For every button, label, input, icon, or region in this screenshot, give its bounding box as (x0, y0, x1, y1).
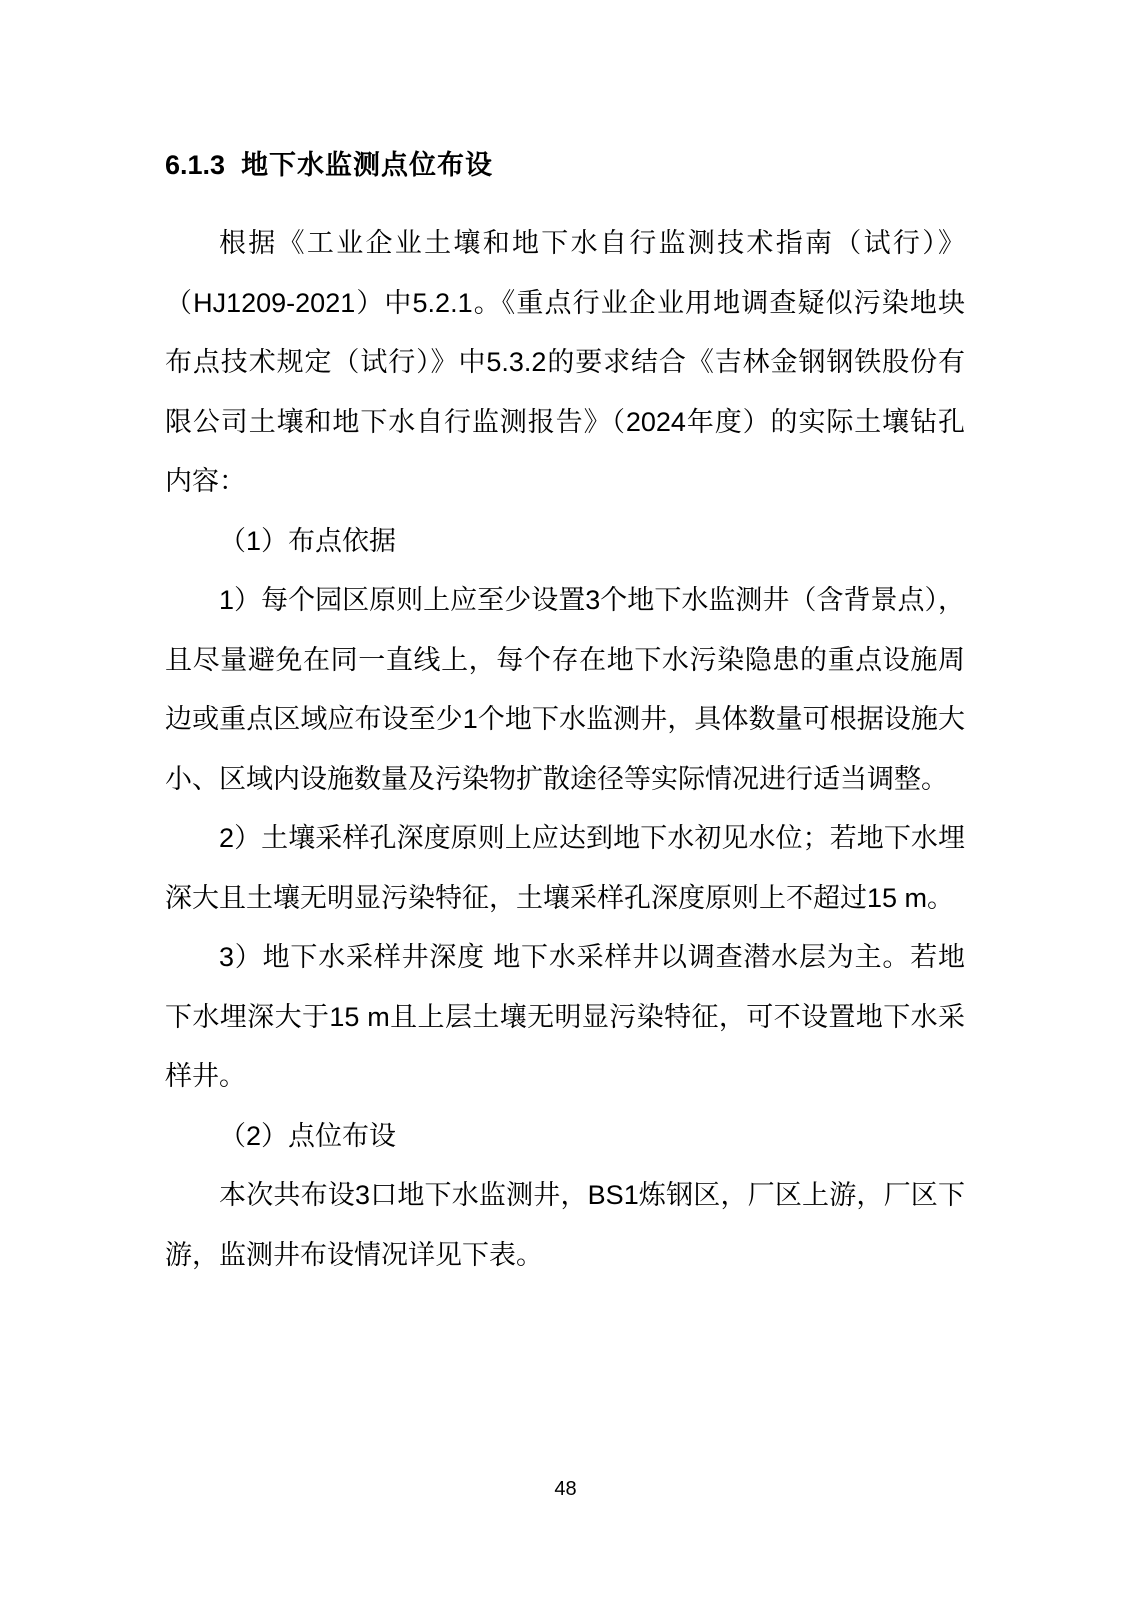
paragraph-layout-summary: 本次共布设3口地下水监测井，BS1炼钢区，厂区上游，厂区下游，监测井布设情况详见下表。 (165, 1180, 965, 1270)
paragraph-rule-1: 1）每个园区原则上应至少设置3个地下水监测井（含背景点），且尽量避免在同一直线上，每个存在地下水污染隐患的重点设施周边或重点区域应布设至少1个地下水监测井，具体数量可根据设施大小、区域内设施数量及污染物扩散途径等实际情况进行适当调整。 (165, 585, 965, 794)
section-heading (165, 146, 965, 184)
page-number: 48 (554, 1478, 577, 1500)
paragraph-basis-intro: 根据《工业企业土壤和地下水自行监测技术指南（试行）》 （HJ1209-2021）中5.2.1。《重点行业企业用地调查疑似污染地块布点技术规定（试行）》中5.3.2的要求结合《吉林金钢钢铁股份有限公司土壤和地下水自行监测报告》（2024年度）的实际土壤钻孔内容： (165, 228, 965, 496)
paragraph-subheading-layout: （2）点位布设 (219, 1120, 397, 1151)
document-content (165, 146, 965, 1285)
paragraph-subheading-basis: （1）布点依据 (219, 525, 397, 556)
section-number: 6.1.3 (165, 150, 226, 180)
section-title: 地下水监测点位布设 (241, 150, 494, 180)
paragraph-rule-2: 2）土壤采样孔深度原则上应达到地下水初见水位；若地下水埋深大且土壤无明显污染特征，土壤采样孔深度原则上不超过15 m。 (165, 823, 965, 913)
paragraph-rule-3: 3）地下水采样井深度 地下水采样井以调查潜水层为主。若地下水埋深大于15 m且上层土壤无明显污染特征，可不设置地下水采样井。 (165, 942, 965, 1091)
